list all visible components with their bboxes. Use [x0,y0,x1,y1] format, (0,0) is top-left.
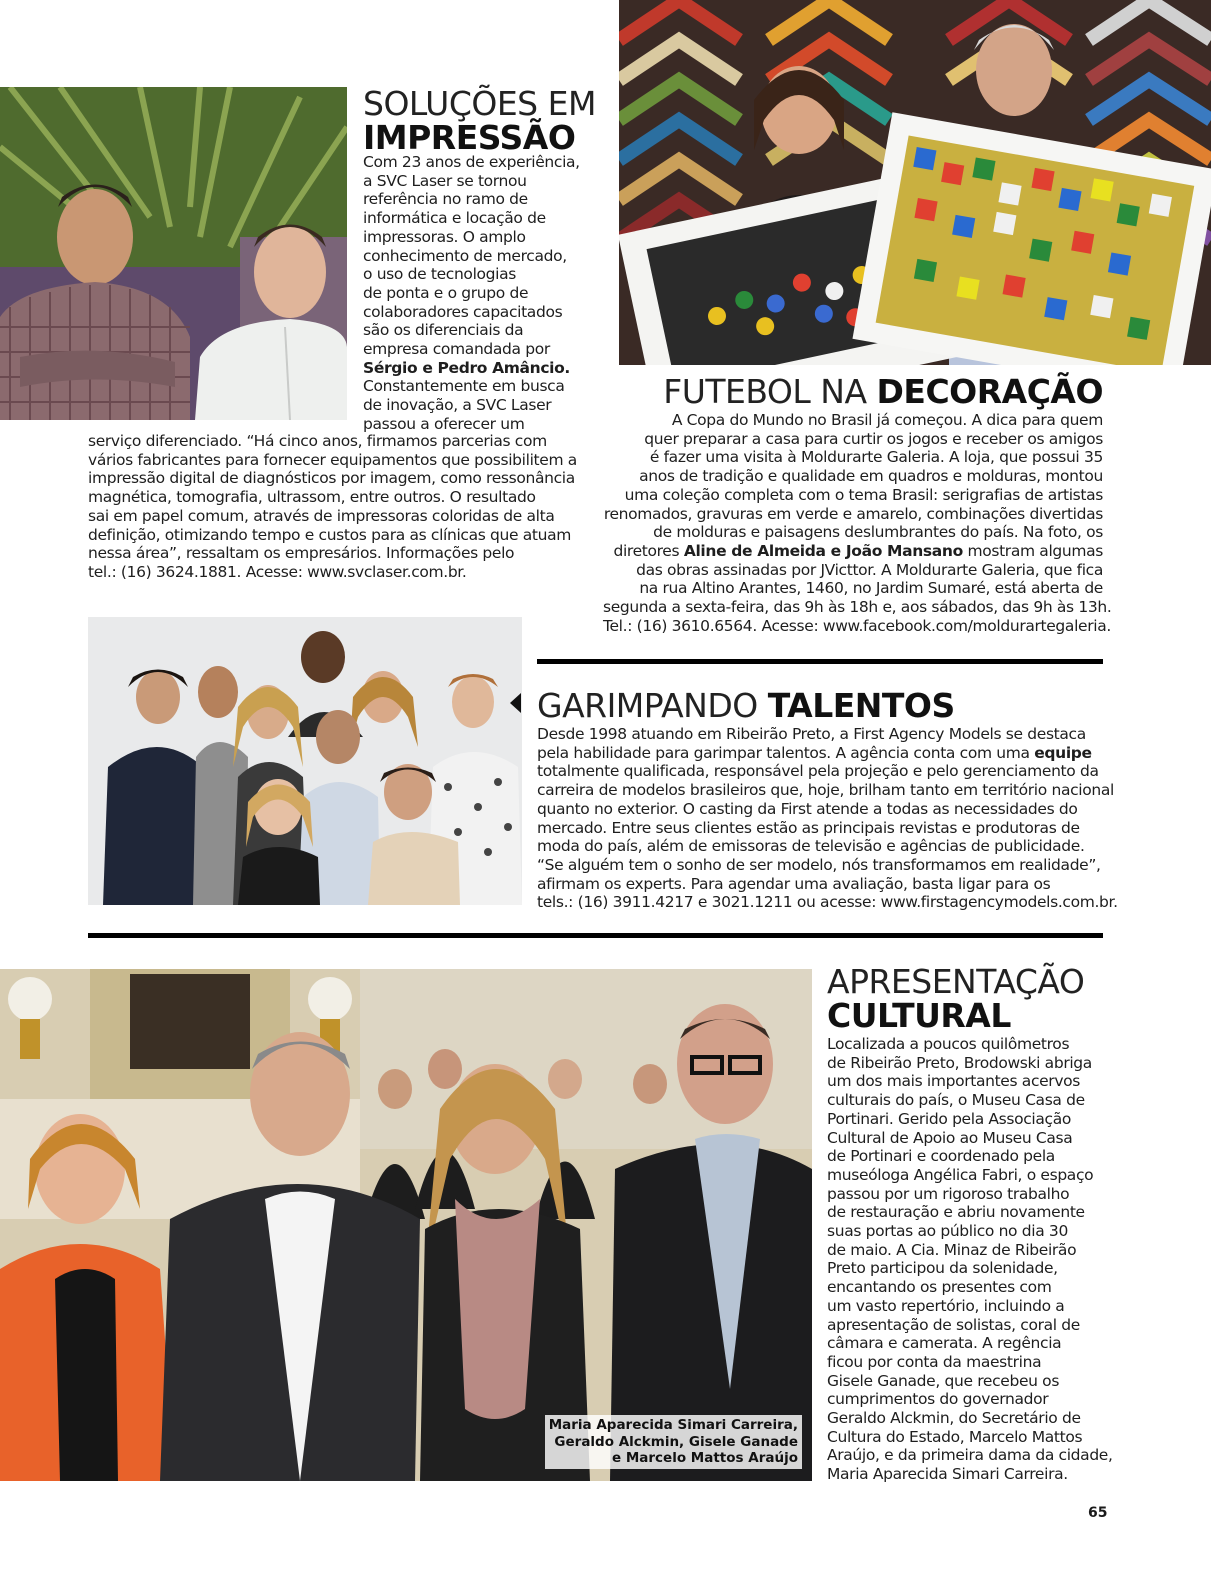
body-line: serviço diferenciado. “Há cinco anos, firmamos parcerias com [88,432,547,450]
photo-cultural-presentation [0,969,812,1481]
bold-text: equipe [1034,743,1092,762]
body-line: de Ribeirão Preto, Brodowski abriga [827,1053,1092,1072]
body-line: um vasto repertório, incluindo a [827,1296,1065,1315]
text-run: moda do país, além de emissoras de televisão e agências de publicidade. [537,837,1085,856]
body-line [603,542,1103,561]
bold-text: Aline de Almeida e João Mansano [683,541,963,560]
body-line: Maria Aparecida Simari Carreira. [827,1465,1068,1484]
body-line: Cultura do Estado, Marcelo Mattos [827,1427,1083,1446]
body-line [537,744,1103,763]
body-line [537,781,1114,800]
body-line: nessa área”, ressaltam os empresários. Informações pelo [88,544,515,563]
talentos-body [537,725,1118,912]
body-line: apresentação de solistas, coral de [827,1315,1080,1334]
body-line: de restauração e abriu novamente [827,1203,1085,1222]
divider-rule-top [537,659,1103,664]
body-line: magnética, tomografia, ultrassom, entre outros. O resultado [88,488,536,507]
body-line: impressoras. O amplo [363,227,526,246]
body-line: passou por um rigoroso trabalho [827,1184,1070,1203]
text-run: Desde 1998 atuando em Ribeirão Preto, a First Agency Models se destaca [537,725,1086,743]
body-line [603,448,1103,467]
body-line: conhecimento de mercado, [363,246,567,265]
body-line: câmara e camerata. A regência [827,1334,1062,1353]
futebol-heading-light: FUTEBOL NA [663,372,877,411]
body-line [537,725,1103,744]
body-line: empresa comandada por [363,340,550,359]
body-line: o uso de tecnologias [363,265,516,284]
body-line [537,875,1103,894]
text-run: “Se alguém tem o sonho de ser modelo, nós transformamos em realidade”, [537,855,1101,874]
svc-body-narrow [363,153,603,434]
caption-line: Geraldo Alckmin, Gisele Ganade [554,1433,798,1450]
body-line [537,819,1103,838]
photo-caption [545,1415,802,1469]
body-line: tel.: (16) 3624.1881. Acesse: www.svclaser.com.br. [88,562,467,581]
cultural-heading-bold: CULTURAL [827,996,1011,1035]
text-run: anos de tradição e qualidade em quadros e molduras, montou [639,467,1103,486]
text-run: totalmente qualificada, responsável pela projeção e pelo gerenciamento da [537,762,1099,781]
cultural-body [827,1035,1117,1484]
text-run: afirmam os experts. Para agendar uma avaliação, basta ligar para os [537,874,1051,893]
text-run: quanto no exterior. O casting da First atende a todas as necessidades do [537,799,1078,818]
body-line: de Portinari e coordenado pela [827,1147,1055,1166]
text-run: Tel.: (16) 3610.6564. Acesse: www.facebook.com/moldurartegaleria. [603,616,1111,635]
body-line: passou a oferecer um [363,414,525,433]
talentos-heading-bold: TALENTOS [767,686,955,725]
body-line [603,430,1103,449]
body-line [603,523,1103,542]
body-line: museóloga Angélica Fabri, o espaço [827,1165,1094,1184]
body-line [603,616,1111,636]
cultural-heading-light: APRESENTAÇÃO [827,962,1085,1001]
body-line [603,561,1103,580]
arrow-left-icon [510,693,521,713]
body-line: Araújo, e da primeira dama da cidade, [827,1446,1113,1465]
body-line: de maio. A Cia. Minaz de Ribeirão [827,1240,1077,1259]
divider-rule-bottom [88,933,1103,938]
text-run: renomados, gravuras em verde e amarelo, combinações divertidas [603,504,1103,523]
body-line: definição, otimizando tempo e custos para as clínicas que atuam [88,525,572,544]
text-run: tels.: (16) 3911.4217 e 3021.1211 ou acesse: www.firstagencymodels.com.br. [537,893,1118,912]
futebol-body [603,411,1112,635]
body-line [537,762,1103,781]
body-line: de ponta e o grupo de [363,283,529,302]
svc-body-wide [88,432,588,582]
futebol-heading-bold: DECORAÇÃO [876,372,1103,411]
body-line: sai em papel comum, através de impressoras coloridas de alta [88,506,555,525]
text-run: mercado. Entre seus clientes estão as principais revistas e produtoras de [537,818,1080,837]
body-line: ficou por conta da maestrina [827,1352,1042,1371]
body-line: Com 23 anos de experiência, [363,153,580,171]
body-line: colaboradores capacitados [363,302,563,321]
text-run: segunda a sexta-feira, das 9h às 18h e, aos sábados, das 9h às 13h. [603,598,1112,617]
text-run: na rua Altino Arantes, 1460, no Jardim Sumaré, está aberta de [639,579,1103,598]
talentos-heading-light: GARIMPANDO [537,686,768,725]
photo-first-agency-models [88,617,522,905]
body-line: um dos mais importantes acervos [827,1072,1081,1091]
body-line: são os diferenciais da [363,321,524,340]
body-line: Geraldo Alckmin, do Secretário de [827,1409,1081,1428]
body-line [537,856,1103,875]
body-line: suas portas ao público no dia 30 [827,1222,1068,1241]
svc-heading-bold: IMPRESSÃO [363,118,576,157]
body-line [603,411,1103,430]
text-run: mostram algumas [962,541,1103,560]
body-line [537,800,1103,819]
text-run: uma coleção completa com o tema Brasil: serigrafias de artistas [624,485,1103,504]
caption-line: e Marcelo Mattos Araújo [611,1450,798,1466]
body-line: impressão digital de diagnósticos por imagem, como ressonância [88,469,575,488]
body-line: Cultural de Apoio ao Museu Casa [827,1128,1073,1147]
body-line: a SVC Laser se tornou [363,171,527,190]
body-line: Sérgio e Pedro Amâncio. [363,358,570,377]
body-line [603,598,1112,617]
body-line: cumprimentos do governador [827,1390,1049,1409]
page-number: 65 [1088,1505,1108,1521]
body-line: Preto participou da solenidade, [827,1259,1058,1278]
body-line [603,579,1103,598]
body-line [537,893,1118,912]
body-line [603,505,1103,524]
body-line [603,486,1103,505]
body-line: Constantemente em busca [363,377,565,396]
body-line: Localizada a poucos quilômetros [827,1035,1070,1053]
text-run: pela habilidade para garimpar talentos. A agência conta com uma [537,743,1035,762]
body-line: encantando os presentes com [827,1278,1052,1297]
body-line [603,467,1103,486]
body-line: Gisele Ganade, que recebeu os [827,1371,1060,1390]
photo-moldurarte-directors [619,0,1211,365]
text-run: de molduras e paisagens deslumbrantes do país. Na foto, os [653,523,1103,542]
body-line: referência no ramo de [363,190,528,209]
text-run: diretores [613,541,684,560]
caption-line: Maria Aparecida Simari Carreira, [548,1417,798,1433]
body-line: informática e locação de [363,209,546,228]
body-line [537,837,1103,856]
svc-heading-light: SOLUÇÕES EM [363,84,596,123]
text-run: é fazer uma visita à Moldurarte Galeria. A loja, que possui 35 [649,448,1103,467]
body-line: culturais do país, o Museu Casa de [827,1091,1085,1110]
text-run: carreira de modelos brasileiros que, hoje, brilham tanto em território nacional [537,781,1114,800]
photo-svc-laser-owners [0,87,347,420]
text-run: das obras assinadas por JVicttor. A Moldurarte Galeria, que fica [636,560,1103,579]
text-run: quer preparar a casa para curtir os jogos e receber os amigos [644,429,1103,448]
body-line: vários fabricantes para fornecer equipamentos que possibilitem a [88,450,577,469]
text-run: A Copa do Mundo no Brasil já começou. A dica para quem [671,411,1103,429]
body-line: Portinari. Gerido pela Associação [827,1109,1071,1128]
body-line: de inovação, a SVC Laser [363,396,552,415]
